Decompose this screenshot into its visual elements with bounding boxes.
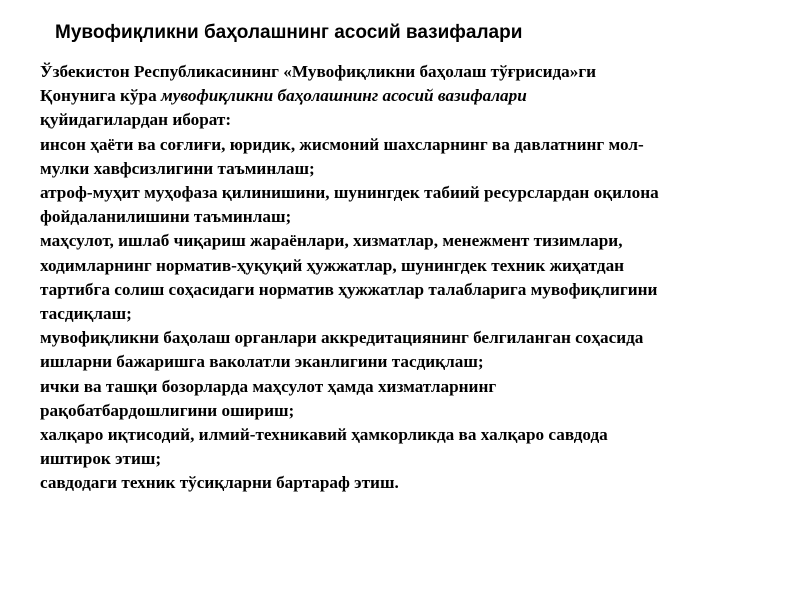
slide-title: Мувофиқликни баҳолашнинг асосий вазифалари <box>55 22 523 43</box>
intro-line-2-prefix: Қонунига кўра <box>40 86 162 106</box>
task-3-line-2: ходимларнинг норматив-ҳуқуқий ҳужжатлар, шунингдек техник жиҳатдан <box>40 255 625 275</box>
body-text <box>40 60 775 496</box>
task-1-line-1: инсон ҳаёти ва соғлиғи, юридик, жисмоний шахсларнинг ва давлатнинг мол- <box>40 134 644 154</box>
task-4-line-1: мувофиқликни баҳолаш органлари аккредитациянинг белгиланган соҳасида <box>40 328 644 348</box>
intro-line-3: қуйидагилардан иборат: <box>40 110 232 130</box>
task-6-line-2: иштирок этиш; <box>40 449 162 469</box>
task-6-line-1: халқаро иқтисодий, илмий-техникавий ҳамкорликда ва халқаро савдода <box>40 425 608 445</box>
intro-line-1: Ўзбекистон Республикасининг «Мувофиқликни баҳолаш тўғрисида»ги <box>40 62 597 81</box>
task-2-line-1: атроф-муҳит муҳофаза қилинишини, шунингдек табиий ресурслардан оқилона <box>40 183 659 203</box>
task-4-line-2: ишларни бажаришга ваколатли эканлигини тасдиқлаш; <box>40 352 484 372</box>
task-3-line-3: тартибга солиш соҳасидаги норматив ҳужжатлар талабларига мувофиқлигини <box>40 279 658 299</box>
task-2-line-2: фойдаланилишини таъминлаш; <box>40 207 292 227</box>
intro-line-2 <box>40 84 775 108</box>
task-3-line-4: тасдиқлаш; <box>40 304 132 324</box>
task-5-line-1: ички ва ташқи бозорларда маҳсулот ҳамда хизматларнинг <box>40 376 497 396</box>
intro-emphasis: мувофиқликни баҳолашнинг асосий вазифалари <box>161 86 527 106</box>
task-5-line-2: рақобатбардошлигини ошириш; <box>40 400 295 420</box>
task-3-line-1: маҳсулот, ишлаб чиқариш жараёнлари, хизматлар, менежмент тизимлари, <box>40 231 623 251</box>
task-7-line-1: савдодаги техник тўсиқларни бартараф этиш. <box>40 473 399 493</box>
task-1-line-2: мулки хавфсизлигини таъминлаш; <box>40 158 315 178</box>
